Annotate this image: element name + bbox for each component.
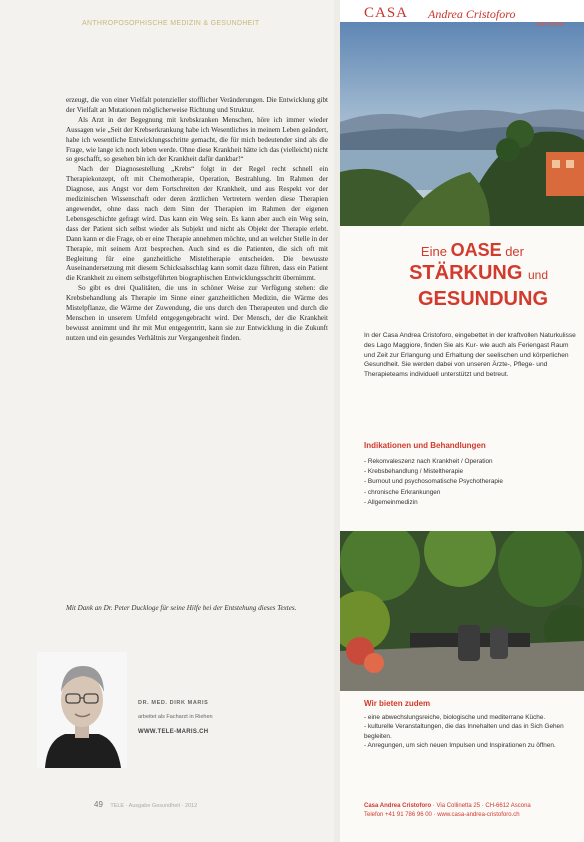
paragraph: erzeugt, die von einer Vielfalt potenzieller stofflicher Veränderungen. Die Entwicklung gibt der Vielfalt an Mutationen möglicherweise Richtung und Struktur.	[66, 96, 328, 114]
paragraph: Nach der Diagnosestellung „Krebs“ folgt in der Regel recht schnell ein Therapiekonzept, oft mit Chemotherapie, Operation, Bestrahlung. Im Rahmen der Diagnose, aus Angst vor dem Fortschreiten der Krankheit, und aus Respekt vor der medizinischen Wissenschaft oder deren ärztlichen Vertretern werden diese Therapien angewendet, ohne dass nach dem Sinn der Therapien im Rahmen der eigenen Lebensgeschichte gefragt wird. Das kann ein Weg sein. Es kann aber auch ein Weg sein, dass der Patient sich selbst wieder als Subjekt und nicht als Objekt der Therapie erlebt. Dann kann er die Frage, ob er eine Therapie annehmen möchte, und an welcher Stelle in der Therapie, mit seinem Arzt besprechen. Auch sind es die Patienten, die sich oft mit Begleitung für eine ganzheitliche Misteltherapie entscheiden. Die bewusste Auseinandersetzung mit diesem Schicksalsschlag kann somit dazu führen, dass ein Patient die Krankheit zu einem selbstgeführten biographischen Entwicklungsschritt übernimmt.	[66, 165, 328, 283]
offer-list	[364, 713, 574, 751]
garden-terrace-photo	[340, 531, 584, 691]
list-item: - chronische Erkrankungen	[364, 488, 441, 496]
paragraph: Als Arzt in der Begegnung mit krebskranken Menschen, höre ich immer wieder Aussagen wie „Seit der Krebserkrankung habe ich Wesentliches in meinem Leben geändert, habe ich wesentliche Entwicklungsschritte gemacht, die für mich bedeutender sind als die Frage, wie lange ich noch leben werde. Ohne diese Krankheit hätte ich das (vielleicht) nicht so geschafft, so gesehen bin ich der Krankheit dafür dankbar!“	[66, 115, 328, 164]
contact-name: Casa Andrea Cristoforo	[364, 803, 432, 809]
author-info	[138, 700, 288, 735]
acknowledgement: Mit Dank an Dr. Peter Duckloge für seine Hilfe bei der Entstehung dieses Textes.	[66, 604, 297, 612]
brand-place: ASCONA	[536, 22, 565, 28]
author-role: arbeitet als Facharzt in Riehen	[138, 714, 213, 720]
headline-line-2: STÄRKUNG und	[409, 262, 548, 284]
contact-info	[364, 802, 579, 820]
list-item: - Allgemeinmedizin	[364, 498, 418, 506]
author-name: DR. MED. DIRK MARIS	[138, 700, 209, 706]
indications-title: Indikationen und Behandlungen	[364, 441, 486, 450]
paragraph: So gibt es drei Qualitäten, die uns in schöner Weise zur Verfügung stehen: die Krebsbehandlung als Therapie im Sinne einer ganzheitlichen Medizin, die Wärme des Mistelpflanze, die Wärme der Zuwendung, die uns durch den Therapeuten und durch die Menschen in unserem Umfeld entgegengebracht wird. Der Mensch, der die Krankheit bewusst annimmt und ihr mit Mut entgegentritt, kann sie zur Entwicklung in die Zukunft nutzen und ein gesundes Verhältnis zur Vergangenheit finden.	[66, 284, 328, 342]
article-body	[66, 96, 328, 344]
list-item: - Rekonvaleszenz nach Krankheit / Operation	[364, 458, 493, 465]
contact-address: · Via Collinetta 25 · CH-6612 Ascona	[432, 803, 531, 809]
list-item: - eine abwechslungsreiche, biologische und mediterrane Küche.	[364, 714, 546, 721]
list-item: - kulturelle Veranstaltungen, die das Innehalten und das in Sich Gehen begleiten.	[364, 723, 564, 740]
brand-bar	[340, 0, 584, 22]
brand-casa: CASA	[364, 5, 409, 21]
headline-line-3: GESUNDUNG	[417, 288, 548, 310]
indications-list	[364, 457, 574, 508]
lake-view-photo	[340, 22, 584, 226]
page-footer	[88, 800, 197, 809]
list-item: - Burnout und psychosomatische Psychotherapie	[364, 478, 503, 486]
list-item: - Krebsbehandlung / Misteltherapie	[364, 468, 464, 476]
brand-name: Andrea Cristoforo	[428, 7, 516, 21]
advertisement	[340, 0, 584, 842]
page-number: 49	[94, 800, 103, 809]
author-website-link[interactable]: WWW.TELE-MARIS.CH	[138, 729, 209, 735]
running-header: ANTHROPOSOPHISCHE MEDIZIN & GESUNDHEIT	[82, 20, 260, 27]
list-item: - Anregungen, um sich neuen Impulsen und Inspirationen zu öffnen.	[364, 742, 556, 750]
offer-title: Wir bieten zudem	[364, 699, 431, 708]
contact-phone-web[interactable]: Telefon +41 91 786 96 00 · www.casa-andrea-cristoforo.ch	[364, 812, 520, 818]
headline-line-1: Eine OASE der	[420, 240, 524, 260]
ad-intro-text: In der Casa Andrea Cristoforo, eingebettet in der kraftvollen Naturkulisse des Lago Maggiore, finden Sie als Kur- wie auch als Feriengast Raum und Zeit zur Erlangung und Erhaltung der seelischen und körperlichen Gesundheit. Sie werden dabei von unseren Ärzte-, Pflege- und Therapieteams individuell unterstützt und betreut.	[364, 332, 576, 379]
author-portrait	[37, 652, 127, 768]
footer-text: TELE · Ausgabe Gesundheit · 2012	[110, 803, 198, 809]
